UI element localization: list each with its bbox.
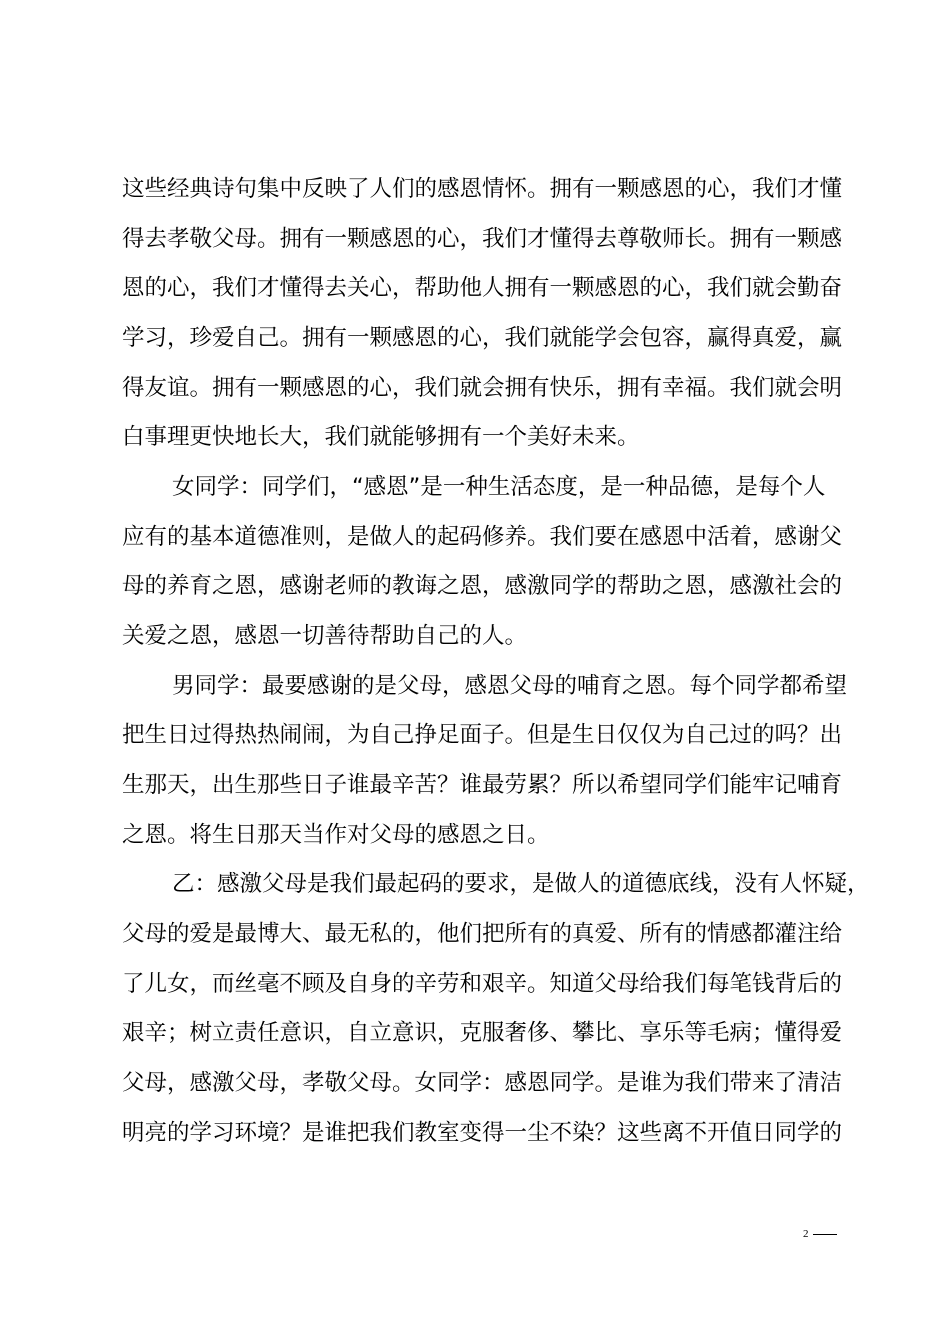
text-line: 父母，感激父母，孝敬父母。女同学：感恩同学。是谁为我们带来了清洁: [122, 1070, 843, 1096]
text-line: 得友谊。拥有一颗感恩的心，我们就会拥有快乐，拥有幸福。我们就会明: [122, 375, 843, 401]
text-line: 生那天，出生那些日子谁最辛苦？谁最劳累？所以希望同学们能牢记哺育: [122, 772, 843, 798]
paragraph-first-line: 乙：感激父母是我们最起码的要求，是做人的道德底线，没有人怀疑，: [172, 871, 870, 897]
paragraph-first-line: 女同学：同学们，“感恩”是一种生活态度，是一种品德，是每个人: [172, 474, 826, 500]
footer-rule: [813, 1234, 837, 1235]
text-line: 把生日过得热热闹闹，为自己挣足面子。但是生日仅仅为自己过的吗？出: [122, 722, 843, 748]
text-line: 之恩。将生日那天当作对父母的感恩之日。: [122, 822, 550, 848]
text-line: 了儿女，而丝毫不顾及自身的辛劳和艰辛。知道父母给我们每笔钱背后的: [122, 971, 843, 997]
page-number: 2: [803, 1228, 809, 1240]
text-line: 应有的基本道德准则，是做人的起码修养。我们要在感恩中活着，感谢父: [122, 524, 843, 550]
text-line: 明亮的学习环境？是谁把我们教室变得一尘不染？这些离不开值日同学的: [122, 1120, 843, 1146]
text-line: 关爱之恩，感恩一切善待帮助自己的人。: [122, 623, 528, 649]
text-line: 得去孝敬父母。拥有一颗感恩的心，我们才懂得去尊敬师长。拥有一颗感: [122, 226, 843, 252]
text-line: 艰辛；树立责任意识，自立意识，克服奢侈、攀比、享乐等毛病；懂得爱: [122, 1020, 843, 1046]
text-line: 恩的心，我们才懂得去关心，帮助他人拥有一颗感恩的心，我们就会勤奋: [122, 275, 843, 301]
page-footer: [803, 1228, 837, 1240]
text-line: 母的养育之恩，感谢老师的教诲之恩，感激同学的帮助之恩，感激社会的: [122, 573, 843, 599]
text-line: 白事理更快地长大，我们就能够拥有一个美好未来。: [122, 424, 640, 450]
text-line: 这些经典诗句集中反映了人们的感恩情怀。拥有一颗感恩的心，我们才懂: [122, 176, 843, 202]
text-line: 学习，珍爱自己。拥有一颗感恩的心，我们就能学会包容，赢得真爱，赢: [122, 325, 843, 351]
paragraph-first-line: 男同学：最要感谢的是父母，感恩父母的哺育之恩。每个同学都希望: [172, 673, 848, 699]
text-line: 父母的爱是最博大、最无私的，他们把所有的真爱、所有的情感都灌注给: [122, 921, 843, 947]
